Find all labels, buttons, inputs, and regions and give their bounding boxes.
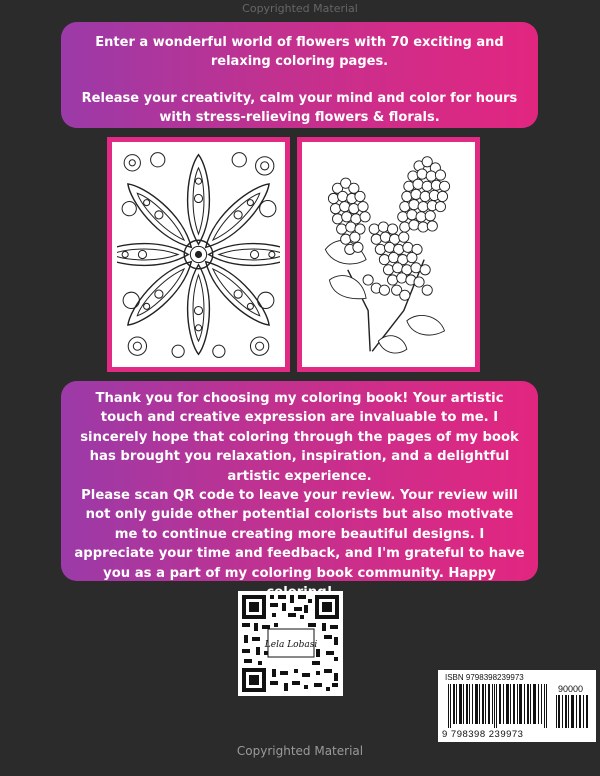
message-box	[61, 381, 538, 581]
isbn-label: ISBN 9798398239973	[445, 673, 524, 682]
mandala-image-frame	[107, 137, 290, 372]
watermark-top: Copyrighted Material	[242, 2, 358, 15]
price-code: 90000	[558, 684, 584, 694]
qr-code-graphic	[238, 591, 343, 696]
lilac-image-frame	[297, 137, 480, 372]
watermark-bottom: Copyrighted Material	[236, 744, 364, 758]
lilac-image	[302, 142, 475, 367]
message-paragraph-2: Please scan QR code to leave your review. Your review will not only guide other potential colorists but also motivate me to continue creating more beautiful designs. I appreciate your time and feedback, and I'm grateful to have you as a part of my coloring book community. Happy	[74, 488, 525, 581]
isbn-digits: 9 798398 239973	[442, 729, 524, 740]
mandala-image	[112, 142, 285, 367]
barcode-bars-main	[448, 684, 548, 728]
barcode-bars-addon	[556, 695, 590, 728]
intro-box	[61, 22, 538, 128]
review-qr-code[interactable]	[238, 591, 343, 696]
qr-signature-text: Lela Lobasi	[264, 640, 318, 650]
lilac-illustration	[307, 147, 470, 362]
message-paragraph-1: Thank you for choosing my coloring book! Your artistic touch and creative expression are invaluable to me. I sincerely hope that coloring through the pages of my book has brought you relaxation, inspiration, and a delightful artistic experience.	[80, 391, 519, 484]
intro-line-1: Enter a wonderful world of flowers with 70 exciting and relaxing coloring pages.	[95, 35, 504, 69]
intro-line-2: Release your creativity, calm your mind and color for hours with stress-relieving flowers & florals.	[81, 91, 518, 125]
mandala-flower-illustration	[117, 147, 280, 362]
isbn-barcode	[438, 670, 596, 742]
